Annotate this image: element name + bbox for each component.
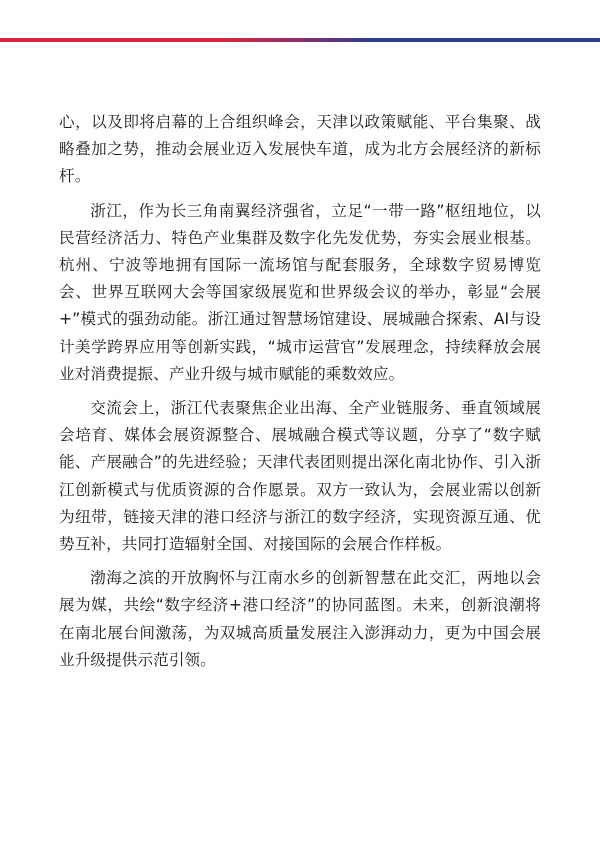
paragraph-zhejiang: 浙江，作为长三角南翼经济强省，立足“一带一路”枢纽地位，以民营经济活力、特色产业集群及数字化先发优势，夯实会展业根基。杭州、宁波等地拥有国际一流场馆与配套服务，全球数字贸易博览会、世界互联网大会等国家级展览和世界级会议的举办，彰显“会展+”模式的强劲动能。浙江通过智慧场馆建设、展城融合探索、AI与设计美学跨界应用等创新实践，“城市运营官”发展理念，持续释放会展业对消费提振、产业升级与城市赋能的乘数效应。 bbox=[59, 201, 541, 383]
paragraph-conclusion: 渤海之滨的开放胸怀与江南水乡的创新智慧在此交汇，两地以会展为媒，共绘“数字经济+港口经济”的协同蓝图。未来，创新浪潮将在南北展台间激荡，为双城高质量发展注入澎湃动力，更为中国会展业升级提供示范引领。 bbox=[59, 569, 541, 669]
article-body bbox=[59, 109, 541, 681]
paragraph-exchange-meeting: 交流会上，浙江代表聚焦企业出海、全产业链服务、垂直领域展会培育、媒体会展资源整合、展城融合模式等议题，分享了“数字赋能、产展融合”的先进经验；天津代表团则提出深化南北协作、引入浙江创新模式与优质资源的合作愿景。双方一致认为，会展业需以创新为纽带，链接天津的港口经济与浙江的数字经济，实现资源互通、优势互补，共同打造辐射全国、对接国际的会展合作样板。 bbox=[59, 399, 541, 554]
paragraph-continued: 心，以及即将启幕的上合组织峰会，天津以政策赋能、平台集聚、战略叠加之势，推动会展业迈入发展快车道，成为北方会展经济的新标杆。 bbox=[59, 113, 541, 186]
header-color-bar bbox=[0, 38, 600, 42]
